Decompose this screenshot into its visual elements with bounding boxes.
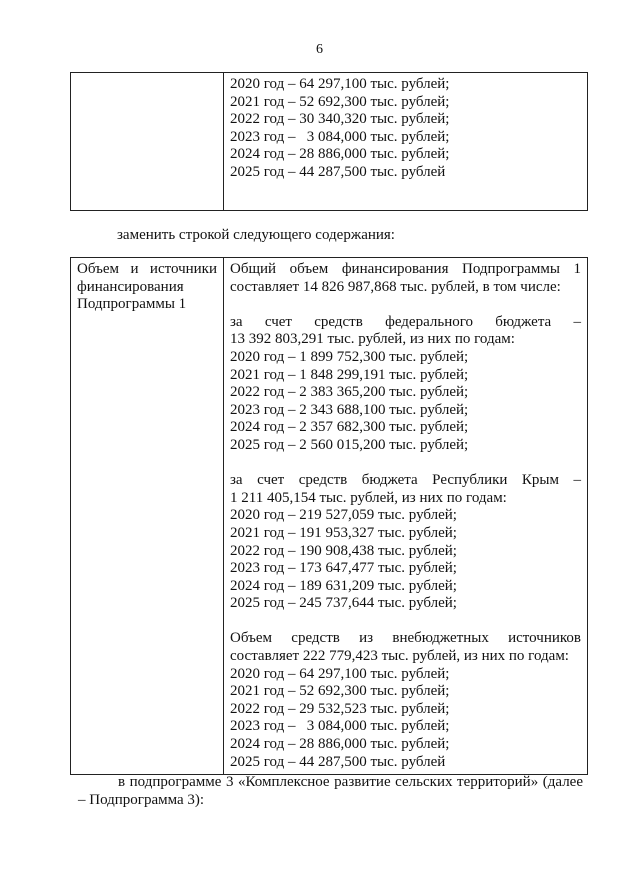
federal-year-2020: 2020 год – 1 899 752,300 тыс. рублей; (230, 348, 469, 365)
crimea-year-2024: 2024 год – 189 631,209 тыс. рублей; (230, 577, 457, 594)
crimea-line-2: 1 211 405,154 тыс. рублей, из них по годам: (230, 489, 507, 506)
federal-year-2024: 2024 год – 2 357 682,300 тыс. рублей; (230, 419, 469, 436)
table-cell-values (224, 73, 588, 211)
label-line-3: Подпрограммы 1 (77, 296, 187, 313)
crimea-year-2023: 2023 год – 173 647,477 тыс. рублей; (230, 560, 457, 577)
new-financing-table (70, 257, 588, 775)
federal-line-1: за счет средств федерального бюджета – (230, 313, 581, 330)
crimea-year-2022: 2022 год – 190 908,438 тыс. рублей; (230, 542, 457, 559)
year-line-2021: 2021 год – 52 692,300 тыс. рублей; (230, 93, 450, 110)
year-line-2023: 2023 год – 3 084,000 тыс. рублей; (230, 128, 450, 145)
crimea-line-1: за счет средств бюджета Республики Крым – (230, 472, 581, 489)
extra-line-2: составляет 222 779,423 тыс. рублей, из них по годам: (230, 648, 569, 665)
federal-line-2: 13 392 803,291 тыс. рублей, из них по годам: (230, 331, 515, 348)
label-line-2: финансирования (77, 278, 184, 295)
label-line-1: Объем и источники (77, 261, 217, 277)
extra-year-2024: 2024 год – 28 886,000 тыс. рублей; (230, 736, 450, 753)
extra-line-1: Объем средств из внебюджетных источников (230, 630, 581, 647)
table-cell-label (71, 73, 224, 211)
spacer (230, 455, 581, 473)
total-line-2: составляет 14 826 987,868 тыс. рублей, в том числе: (230, 278, 561, 295)
extra-year-2020: 2020 год – 64 297,100 тыс. рублей; (230, 665, 450, 682)
table-row (71, 73, 588, 211)
federal-year-2021: 2021 год – 1 848 299,191 тыс. рублей; (230, 366, 469, 383)
crimea-year-2020: 2020 год – 219 527,059 тыс. рублей; (230, 507, 457, 524)
crimea-year-2021: 2021 год – 191 953,327 тыс. рублей; (230, 524, 457, 541)
year-line-2020: 2020 год – 64 297,100 тыс. рублей; (230, 76, 450, 92)
extra-year-2023: 2023 год – 3 084,000 тыс. рублей; (230, 718, 450, 735)
year-line-2024: 2024 год – 28 886,000 тыс. рублей; (230, 146, 450, 163)
extra-year-2022: 2022 год – 29 532,523 тыс. рублей; (230, 700, 450, 717)
table-cell-values (224, 258, 588, 775)
federal-year-2025: 2025 год – 2 560 015,200 тыс. рублей; (230, 436, 469, 453)
year-line-2022: 2022 год – 30 340,320 тыс. рублей; (230, 111, 450, 128)
extra-year-2021: 2021 год – 52 692,300 тыс. рублей; (230, 683, 450, 700)
crimea-year-2025: 2025 год – 245 737,644 тыс. рублей; (230, 595, 457, 612)
spacer (230, 613, 581, 631)
page-number: 6 (316, 42, 323, 57)
federal-year-2022: 2022 год – 2 383 365,200 тыс. рублей; (230, 384, 469, 401)
spacer (230, 296, 581, 314)
replace-instruction: заменить строкой следующего содержания: (117, 227, 395, 243)
subprogram3-paragraph: в подпрограмме 3 «Комплексное развитие сельских территорий» (далее – Подпрограмма 3): (78, 774, 583, 808)
total-line-1: Общий объем финансирования Подпрограммы 1 (230, 261, 581, 277)
table-row (71, 258, 588, 775)
previous-financing-table (70, 72, 588, 211)
federal-year-2023: 2023 год – 2 343 688,100 тыс. рублей; (230, 401, 469, 418)
extra-year-2025: 2025 год – 44 287,500 тыс. рублей (230, 753, 446, 770)
table-cell-label (71, 258, 224, 775)
year-line-2025: 2025 год – 44 287,500 тыс. рублей (230, 163, 446, 180)
